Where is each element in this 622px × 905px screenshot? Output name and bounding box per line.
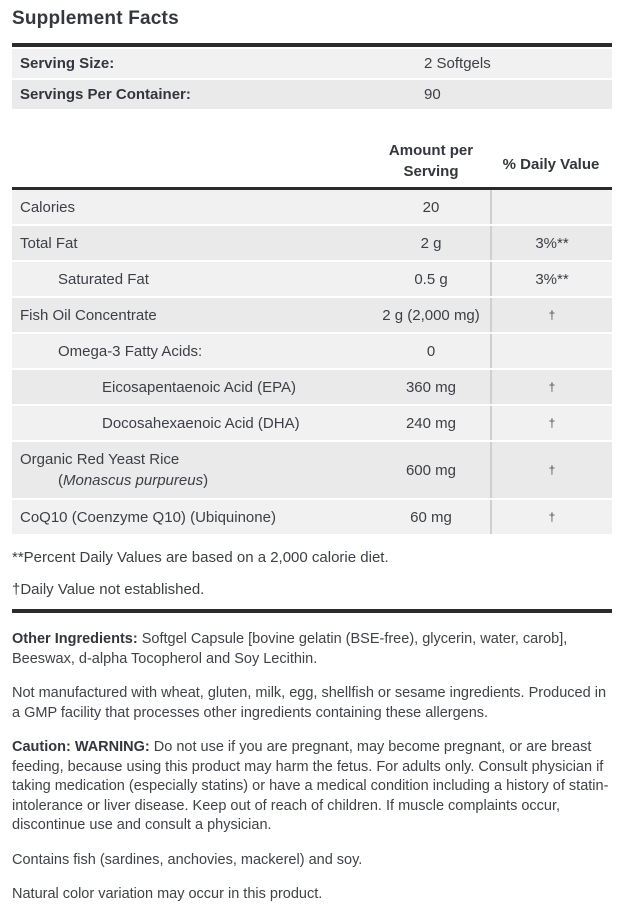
row-label: CoQ10 (Coenzyme Q10) (Ubiquinone) [20,508,276,526]
percent-daily-value-header: % Daily Value [502,156,600,173]
serving-size-row [12,49,612,80]
servings-per-container-value: 90 [424,86,441,103]
servings-per-container-row [12,80,612,109]
row-amount: 0 [426,342,436,360]
table-row-epa [12,370,612,406]
row-amount: 2 g (2,000 mg) [382,306,480,324]
table-row-saturated-fat [12,262,612,298]
not-established-footnote: †Daily Value not established. [12,581,205,598]
daily-value-footnote: **Percent Daily Values are based on a 2,000 calorie diet. [12,549,389,566]
table-row-total-fat [12,226,612,262]
row-label: Fish Oil Concentrate [20,306,157,324]
table-row-omega-3-fatty-acids [12,334,612,370]
row-daily-value: 3%** [490,226,612,260]
row-amount: 2 g [420,234,442,252]
header-spacer [12,109,372,187]
row-daily-value: † [490,370,612,404]
facts-column-header [12,109,612,190]
red-yeast-rice-line2: (Monascus purpureus) [58,472,209,489]
other-ingredients-paragraph: Other Ingredients: Softgel Capsule [bovine gelatin (BSE-free), glycerin, water, carob], Beeswax, d-alpha Tocopherol and Soy Lecithin. [12,631,568,667]
row-daily-value: † [490,406,612,440]
row-amount: 60 mg [410,508,452,526]
row-daily-value: † [490,442,612,498]
color-variation-statement: Natural color variation may occur in this product. [12,886,323,902]
row-label: Saturated Fat [58,270,149,288]
row-amount: 0.5 g [414,270,448,288]
row-label: Total Fat [20,234,78,252]
serving-info-table [12,49,612,109]
row-amount: 360 mg [405,378,457,396]
row-label: Omega-3 Fatty Acids: [58,342,203,360]
row-label: Docosahexaenoic Acid (DHA) [102,414,300,432]
serving-size-value: 2 Softgels [424,55,491,72]
serving-size-label: Serving Size: [20,55,115,72]
table-row-dha [12,406,612,442]
row-label [12,442,372,498]
row-daily-value [490,190,612,224]
table-row-red-yeast-rice [12,442,612,500]
row-daily-value: † [490,500,612,534]
table-row-fish-oil-concentrate [12,298,612,334]
table-row-coq10 [12,500,612,536]
row-daily-value: 3%** [490,262,612,296]
row-amount: 600 mg [405,461,457,479]
bottom-divider-bar [12,609,612,613]
info-paragraphs [12,630,612,905]
servings-per-container-label: Servings Per Container: [20,86,191,103]
contains-statement: Contains fish (sardines, anchovies, mackerel) and soy. [12,851,363,868]
row-amount: 20 [422,198,440,216]
panel-title: Supplement Facts [12,8,179,29]
row-daily-value: † [490,298,612,332]
allergen-facility-paragraph: Not manufactured with wheat, gluten, milk, egg, shellfish or sesame ingredients. Produced in a GMP facility that processes other ingredients containing these allergens. [12,685,607,721]
top-divider-bar [12,43,612,47]
row-daily-value [490,334,612,368]
row-amount: 240 mg [405,414,457,432]
footnotes [12,536,612,609]
row-label: Eicosapentaenoic Acid (EPA) [102,378,296,396]
caution-warning-paragraph: Caution: WARNING: Do not use if you are pregnant, may become pregnant, or are breast feeding, because using this product may harm the fetus. For adults only. Consult physician if taking medication (especially statins) or have a medical condition including a history of statin-intolerance or liver disease. Keep out of reach of children. If muscle complaints occur, discontinue use and consult a physician. [12,739,609,833]
red-yeast-rice-line1: Organic Red Yeast Rice [20,451,180,468]
row-label: Calories [20,198,76,216]
amount-per-serving-header: Amount per Serving [388,142,474,180]
table-row-calories [12,190,612,226]
facts-table [12,190,612,536]
